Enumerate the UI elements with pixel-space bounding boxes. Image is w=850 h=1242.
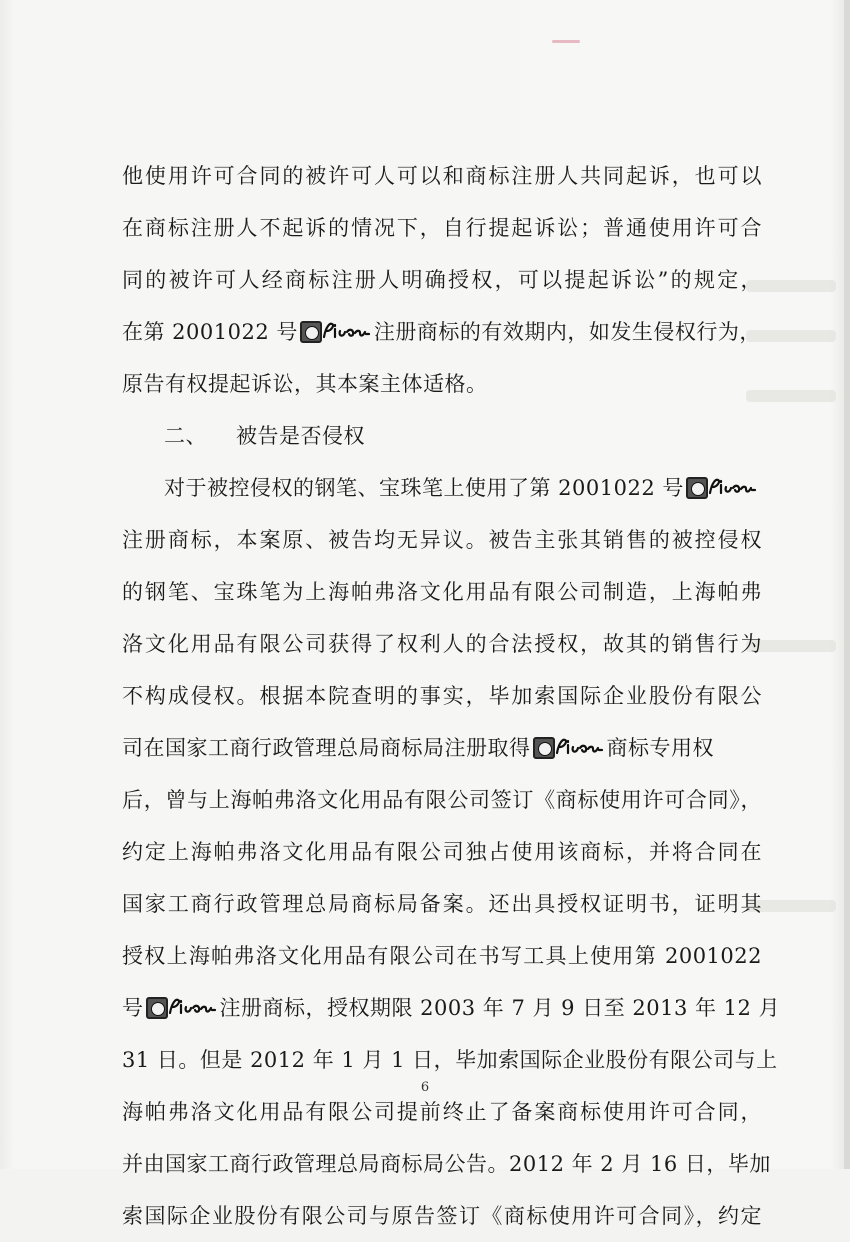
text-line: 约定上海帕弗洛文化用品有限公司独占使用该商标，并将合同在 — [122, 840, 762, 864]
ink-mark — [552, 40, 580, 43]
text-line: 后，曾与上海帕弗洛文化用品有限公司签订《商标使用许可合同》， — [122, 788, 762, 812]
document-body — [122, 150, 781, 1242]
text-line: 同的被许可人经商标注册人明确授权，可以提起诉讼”的规定， — [122, 268, 762, 292]
text-line: 31 日。但是 2012 年 1 月 1 日，毕加索国际企业股份有限公司与上 — [122, 1048, 778, 1072]
trademark-logo — [300, 319, 372, 343]
text-line: 索国际企业股份有限公司与原告签订《商标使用许可合同》，约定 — [122, 1204, 762, 1228]
text-segment: 司在国家工商行政管理总局商标局注册取得 — [122, 736, 531, 760]
text-line — [122, 982, 781, 1034]
page-edge-shadow — [844, 0, 850, 1169]
section-heading — [122, 410, 762, 462]
text-line: 并由国家工商行政管理总局商标局公告。2012 年 2 月 16 日，毕加 — [122, 1152, 771, 1176]
text-segment: 商标专用权 — [606, 736, 714, 760]
text-line: 国家工商行政管理总局商标局备案。还出具授权证明书，证明其 — [122, 892, 762, 916]
text-line: 他使用许可合同的被许可人可以和商标注册人共同起诉，也可以 — [122, 164, 762, 188]
text-line: 海帕弗洛文化用品有限公司提前终止了备案商标使用许可合同， — [122, 1100, 762, 1124]
text-line: 的钢笔、宝珠笔为上海帕弗洛文化用品有限公司制造，上海帕弗 — [122, 580, 762, 604]
heading-text: 被告是否侵权 — [236, 424, 365, 448]
text-segment: 号 — [122, 996, 144, 1020]
text-line: 注册商标，本案原、被告均无异议。被告主张其销售的被控侵权 — [122, 528, 762, 552]
text-line: 在商标注册人不起诉的情况下，自行提起诉讼；普通使用许可合 — [122, 216, 762, 240]
trademark-logo — [533, 735, 605, 759]
text-line: 原告有权提起诉讼，其本案主体适格。 — [122, 372, 488, 396]
text-line — [122, 462, 762, 514]
trademark-logo — [686, 475, 758, 499]
heading-number: 二、 — [164, 424, 207, 448]
text-line — [122, 722, 762, 774]
text-line: 洛文化用品有限公司获得了权利人的合法授权，故其的销售行为 — [122, 632, 762, 656]
text-line: 授权上海帕弗洛文化用品有限公司在书写工具上使用第 2001022 — [122, 944, 762, 968]
page-number: 6 — [420, 1080, 430, 1095]
text-line — [122, 306, 762, 358]
text-line: 不构成侵权。根据本院查明的事实，毕加索国际企业股份有限公 — [122, 684, 762, 708]
text-segment: 对于被控侵权的钢笔、宝珠笔上使用了第 2001022 号 — [164, 476, 684, 500]
text-segment: 在第 2001022 号 — [122, 320, 298, 344]
trademark-logo — [146, 995, 218, 1019]
text-segment: 注册商标的有效期内，如发生侵权行为， — [373, 320, 761, 344]
text-segment: 注册商标，授权期限 2003 年 7 月 9 日至 2013 年 12 月 — [219, 996, 781, 1020]
